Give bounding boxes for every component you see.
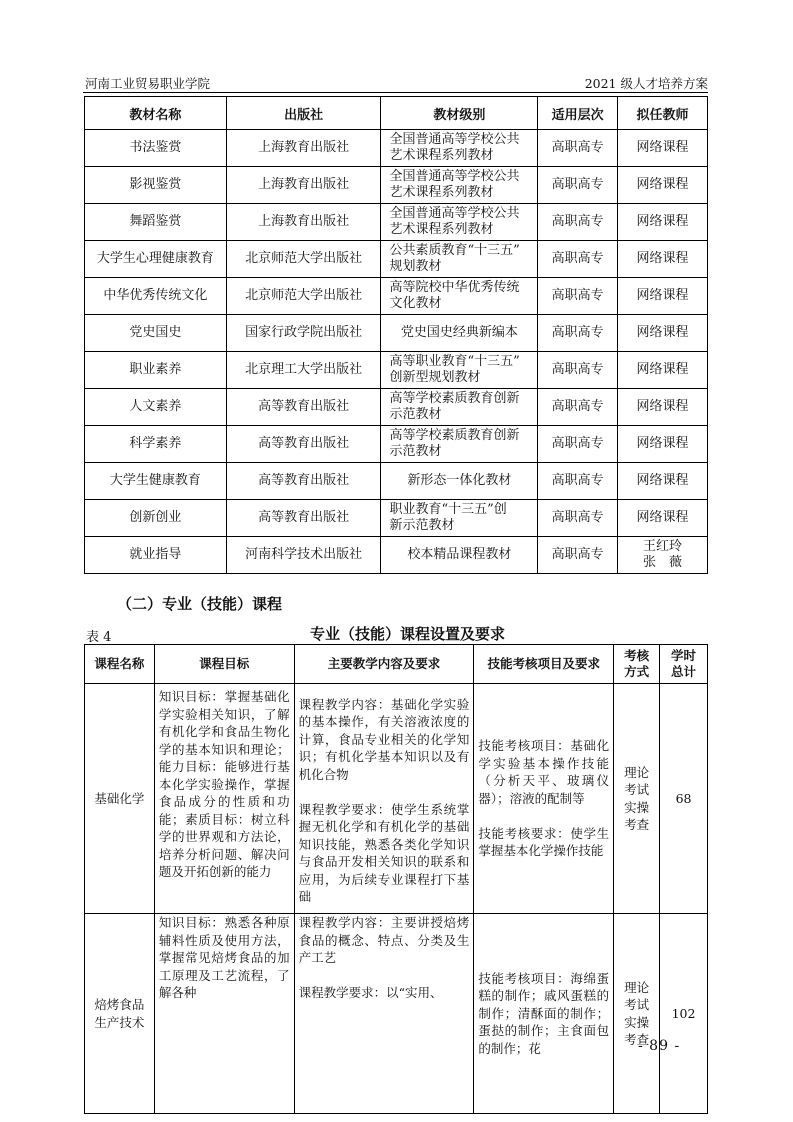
header-cell: 教材名称	[85, 97, 227, 130]
skill-assessment-cell: 技能考核项目：海绵蛋糕的制作；戚风蛋糕的制作；清酥面的制作；蛋挞的制作；主食面包的制作；花	[474, 914, 614, 1114]
teacher-cell: 网络课程	[618, 315, 708, 352]
teacher-cell: 网络课程	[618, 130, 708, 167]
scope-cell: 高职高专	[538, 167, 618, 204]
table-row	[85, 426, 708, 463]
level-cell: 高等职业教育“十三五” 创新型规划教材	[381, 352, 538, 389]
teacher-cell: 网络课程	[618, 426, 708, 463]
table-row	[85, 463, 708, 500]
scope-cell: 高职高专	[538, 130, 618, 167]
page-header	[83, 72, 708, 93]
publisher-cell: 上海教育出版社	[226, 204, 381, 241]
header-cell: 适用层次	[538, 97, 618, 130]
table-caption: 专业（技能）课程设置及要求	[309, 625, 505, 643]
level-cell: 职业教育“十三五”创 新示范教材	[381, 500, 538, 537]
skill-assessment-cell: 技能考核项目：基础化学实验基本操作技能（分析天平、玻璃仪器）；溶液的配制等 技能考核要求：使学生掌握基本化学操作技能	[474, 684, 614, 914]
total-hours-cell: 68	[660, 684, 708, 914]
teacher-cell: 网络课程	[618, 204, 708, 241]
textbook-table	[84, 96, 708, 574]
scope-cell: 高职高专	[538, 537, 618, 574]
skills-table-header	[85, 645, 708, 684]
course-name-cell: 基础化学	[85, 684, 155, 914]
teacher-cell: 网络课程	[618, 241, 708, 278]
header-cell: 课程名称	[85, 645, 155, 684]
scope-cell: 高职高专	[538, 463, 618, 500]
assessment-method-cell: 理论 考试 实操 考查	[614, 684, 660, 914]
table-row	[85, 130, 708, 167]
publisher-cell: 北京师范大学出版社	[226, 278, 381, 315]
section-title: （二）专业（技能）课程	[117, 595, 283, 613]
publisher-cell: 上海教育出版社	[226, 167, 381, 204]
book-name-cell: 就业指导	[85, 537, 227, 574]
header-school-name: 河南工业贸易职业学院	[85, 76, 211, 91]
header-cell: 学时 总计	[660, 645, 708, 684]
table-number: 表 4	[86, 630, 112, 645]
book-name-cell: 科学素养	[85, 426, 227, 463]
scope-cell: 高职高专	[538, 500, 618, 537]
table-row	[85, 315, 708, 352]
course-goal-cell: 知识目标：掌握基础化学实验相关知识，了解有机化学和食品生物化学的基本知识和理论；能力目标：能够进行基本化学实验操作，掌握食品成分的性质和功能；素质目标：树立科学的世界观和方法论，培养分析问题、解决问题及开拓创新的能力	[154, 684, 294, 914]
assessment-method-cell: 理论 考试 实操 考查	[614, 914, 660, 1114]
book-name-cell: 党史国史	[85, 315, 227, 352]
course-goal-cell: 知识目标：熟悉各种原辅料性质及使用方法，掌握常见焙烤食品的加工原理及工艺流程，了解各种	[154, 914, 294, 1114]
total-hours-cell: 102	[660, 914, 708, 1114]
book-name-cell: 影视鉴赏	[85, 167, 227, 204]
level-cell: 新形态一体化教材	[381, 463, 538, 500]
table-row	[85, 914, 708, 1114]
teacher-cell: 网络课程	[618, 352, 708, 389]
level-cell: 高等学校素质教育创新 示范教材	[381, 426, 538, 463]
table-row	[85, 352, 708, 389]
publisher-cell: 高等教育出版社	[226, 389, 381, 426]
scope-cell: 高职高专	[538, 204, 618, 241]
course-content-cell: 课程教学内容：主要讲授焙烤食品的概念、特点、分类及生产工艺 课程教学要求：以“实用、	[294, 914, 474, 1114]
book-name-cell: 舞蹈鉴赏	[85, 204, 227, 241]
table-row	[85, 167, 708, 204]
level-cell: 公共素质教育“十三五” 规划教材	[381, 241, 538, 278]
scope-cell: 高职高专	[538, 241, 618, 278]
table-row	[85, 278, 708, 315]
book-name-cell: 中华优秀传统文化	[85, 278, 227, 315]
teacher-cell: 网络课程	[618, 500, 708, 537]
level-cell: 全国普通高等学校公共 艺术课程系列教材	[381, 204, 538, 241]
book-name-cell: 职业素养	[85, 352, 227, 389]
teacher-cell: 网络课程	[618, 389, 708, 426]
teacher-cell: 王红玲 张 薇	[618, 537, 708, 574]
publisher-cell: 北京师范大学出版社	[226, 241, 381, 278]
scope-cell: 高职高专	[538, 278, 618, 315]
header-cell: 考核 方式	[614, 645, 660, 684]
publisher-cell: 国家行政学院出版社	[226, 315, 381, 352]
scope-cell: 高职高专	[538, 352, 618, 389]
publisher-cell: 河南科学技术出版社	[226, 537, 381, 574]
level-cell: 高等院校中华优秀传统 文化教材	[381, 278, 538, 315]
table-row	[85, 241, 708, 278]
header-doc-title: 2021 级人才培养方案	[584, 76, 708, 91]
header-cell: 拟任教师	[618, 97, 708, 130]
teacher-cell: 网络课程	[618, 463, 708, 500]
header-cell: 教材级别	[381, 97, 538, 130]
header-cell: 课程目标	[154, 645, 294, 684]
book-name-cell: 大学生健康教育	[85, 463, 227, 500]
publisher-cell: 上海教育出版社	[226, 130, 381, 167]
teacher-cell: 网络课程	[618, 278, 708, 315]
header-cell: 主要教学内容及要求	[294, 645, 474, 684]
level-cell: 校本精品课程教材	[381, 537, 538, 574]
level-cell: 党史国史经典新编本	[381, 315, 538, 352]
level-cell: 高等学校素质教育创新 示范教材	[381, 389, 538, 426]
table-row	[85, 389, 708, 426]
level-cell: 全国普通高等学校公共 艺术课程系列教材	[381, 167, 538, 204]
book-name-cell: 大学生心理健康教育	[85, 241, 227, 278]
page-number: - 89 -	[638, 1038, 681, 1054]
scope-cell: 高职高专	[538, 315, 618, 352]
course-name-cell: 焙烤食品 生产技术	[85, 914, 155, 1114]
table-row	[85, 537, 708, 574]
skills-course-table	[84, 644, 708, 1114]
book-name-cell: 创新创业	[85, 500, 227, 537]
table-row	[85, 204, 708, 241]
table-row	[85, 500, 708, 537]
table-row	[85, 684, 708, 914]
header-cell: 技能考核项目及要求	[474, 645, 614, 684]
course-content-cell: 课程教学内容：基础化学实验的基本操作，有关溶液浓度的计算，食品专业相关的化学知识；有机化学基本知识以及有机化合物 课程教学要求：使学生系统掌握无机化学和有机化学的基础知识技能，熟悉各类化学知识与食品开发相关知识的联系和应用，为后续专业课程打下基础	[294, 684, 474, 914]
teacher-cell: 网络课程	[618, 167, 708, 204]
book-name-cell: 人文素养	[85, 389, 227, 426]
header-cell: 出版社	[226, 97, 381, 130]
scope-cell: 高职高专	[538, 426, 618, 463]
publisher-cell: 高等教育出版社	[226, 426, 381, 463]
publisher-cell: 高等教育出版社	[226, 463, 381, 500]
level-cell: 全国普通高等学校公共 艺术课程系列教材	[381, 130, 538, 167]
book-name-cell: 书法鉴赏	[85, 130, 227, 167]
scope-cell: 高职高专	[538, 389, 618, 426]
publisher-cell: 北京理工大学出版社	[226, 352, 381, 389]
textbook-table-header	[85, 97, 708, 130]
publisher-cell: 高等教育出版社	[226, 500, 381, 537]
